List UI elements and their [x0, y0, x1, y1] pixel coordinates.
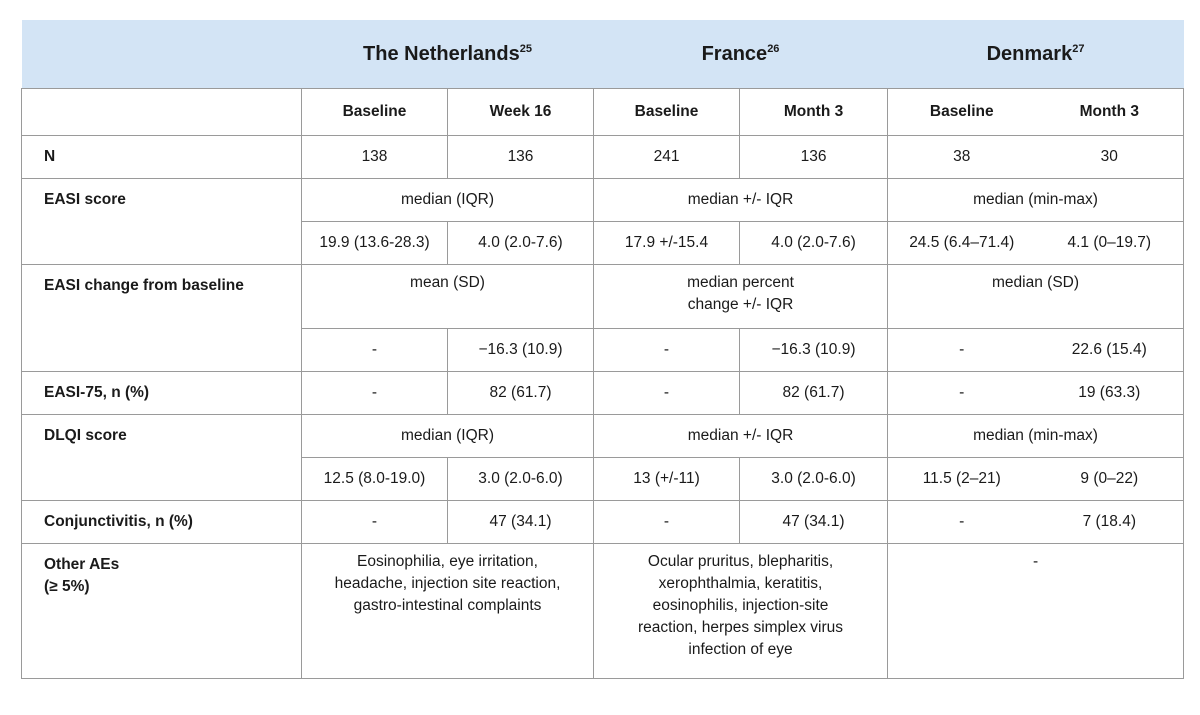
ae-line: gastro-intestinal complaints	[353, 597, 542, 614]
cell-value: 22.6 (15.4)	[1036, 329, 1184, 372]
cell-value: 4.0 (2.0-7.6)	[740, 222, 888, 265]
table-row-easi-change-stats	[22, 265, 1184, 329]
table-row-easi75	[22, 372, 1184, 415]
cell-value: -	[302, 329, 448, 372]
row-label-conjunctivitis: Conjunctivitis, n (%)	[22, 501, 302, 544]
cell-stat-type: median (min-max)	[888, 415, 1184, 458]
header-denmark-text: Denmark	[986, 43, 1073, 65]
ae-line: eosinophilis, injection-site	[652, 597, 829, 614]
other-aes-label: Other AEs	[44, 556, 120, 573]
cell-value: 9 (0–22)	[1036, 458, 1184, 501]
cell-value: 13 (+/-11)	[594, 458, 740, 501]
cell-value: -	[594, 372, 740, 415]
subheader-nl-week16: Week 16	[448, 89, 594, 136]
cell-value: -	[302, 372, 448, 415]
subheader-nl-baseline: Baseline	[302, 89, 448, 136]
cell-stat-type: mean (SD)	[302, 265, 594, 329]
stat-line: median percent	[687, 274, 794, 291]
cell-value: 82 (61.7)	[740, 372, 888, 415]
header-netherlands-text: The Netherlands	[363, 43, 520, 65]
cell-stat-type: median (IQR)	[302, 179, 594, 222]
cell-stat-type: median (min-max)	[888, 179, 1184, 222]
header-denmark	[888, 20, 1184, 89]
cell-value: -	[302, 501, 448, 544]
cell-stat-type: median (IQR)	[302, 415, 594, 458]
cell-stat-type: median +/- IQR	[594, 179, 888, 222]
cell-value: −16.3 (10.9)	[740, 329, 888, 372]
cell-value: 7 (18.4)	[1036, 501, 1184, 544]
cell-other-aes-denmark: -	[888, 544, 1184, 679]
subheader-fr-baseline: Baseline	[594, 89, 740, 136]
cell-value: 138	[302, 136, 448, 179]
ae-line: infection of eye	[688, 641, 793, 658]
row-label-dlqi: DLQI score	[22, 415, 302, 501]
row-label-n: N	[22, 136, 302, 179]
cell-value: 30	[1036, 136, 1184, 179]
cell-value: 19 (63.3)	[1036, 372, 1184, 415]
ae-line: xerophthalmia, keratitis,	[658, 575, 823, 592]
cell-value: 136	[740, 136, 888, 179]
header-empty-cell	[22, 20, 302, 89]
table-row-easi-stats	[22, 179, 1184, 222]
cell-value: 17.9 +/-15.4	[594, 222, 740, 265]
stat-line: change +/- IQR	[687, 296, 794, 313]
cell-value: 4.0 (2.0-7.6)	[448, 222, 594, 265]
cell-value: -	[594, 501, 740, 544]
data-table-container	[21, 20, 1183, 679]
table-row-other-aes	[22, 544, 1184, 679]
subheader-dk-baseline: Baseline	[888, 89, 1036, 136]
timepoint-header-row	[22, 89, 1184, 136]
cell-value: 47 (34.1)	[740, 501, 888, 544]
cell-value: 47 (34.1)	[448, 501, 594, 544]
header-france-text: France	[701, 43, 768, 65]
cell-value: 12.5 (8.0-19.0)	[302, 458, 448, 501]
subheader-dk-month3: Month 3	[1036, 89, 1184, 136]
ae-line: headache, injection site reaction,	[334, 575, 561, 592]
cell-value: 3.0 (2.0-6.0)	[740, 458, 888, 501]
cell-value: 241	[594, 136, 740, 179]
cell-value: 11.5 (2–21)	[888, 458, 1036, 501]
country-header-row	[22, 20, 1184, 89]
row-label-easi75: EASI-75, n (%)	[22, 372, 302, 415]
header-netherlands-ref: 25	[519, 43, 532, 55]
cell-value: -	[888, 329, 1036, 372]
cell-value: 136	[448, 136, 594, 179]
header-france	[594, 20, 888, 89]
cell-value: 4.1 (0–19.7)	[1036, 222, 1184, 265]
subheader-empty-cell	[22, 89, 302, 136]
cell-stat-type	[594, 265, 888, 329]
cell-value: 3.0 (2.0-6.0)	[448, 458, 594, 501]
table-row-dlqi-stats	[22, 415, 1184, 458]
row-label-easi-score: EASI score	[22, 179, 302, 265]
header-france-ref: 26	[767, 43, 780, 55]
cell-value: 82 (61.7)	[448, 372, 594, 415]
comparison-table	[21, 20, 1184, 679]
header-netherlands	[302, 20, 594, 89]
cell-value: 38	[888, 136, 1036, 179]
cell-other-aes-france	[594, 544, 888, 679]
cell-value: -	[888, 501, 1036, 544]
ae-line: Eosinophilia, eye irritation,	[357, 553, 538, 570]
row-label-easi-change: EASI change from baseline	[22, 265, 302, 372]
header-denmark-ref: 27	[1072, 43, 1085, 55]
ae-line: reaction, herpes simplex virus	[638, 619, 844, 636]
table-row-n	[22, 136, 1184, 179]
cell-value: -	[888, 372, 1036, 415]
subheader-fr-month3: Month 3	[740, 89, 888, 136]
table-row-conjunctivitis	[22, 501, 1184, 544]
row-label-other-aes	[22, 544, 302, 679]
cell-value: 19.9 (13.6-28.3)	[302, 222, 448, 265]
cell-stat-type: median (SD)	[888, 265, 1184, 329]
cell-value: 24.5 (6.4–71.4)	[888, 222, 1036, 265]
cell-stat-type: median +/- IQR	[594, 415, 888, 458]
cell-other-aes-netherlands	[302, 544, 594, 679]
ae-line: Ocular pruritus, blepharitis,	[647, 553, 834, 570]
cell-value: -	[594, 329, 740, 372]
other-aes-threshold: (≥ 5%)	[44, 578, 90, 595]
cell-value: −16.3 (10.9)	[448, 329, 594, 372]
